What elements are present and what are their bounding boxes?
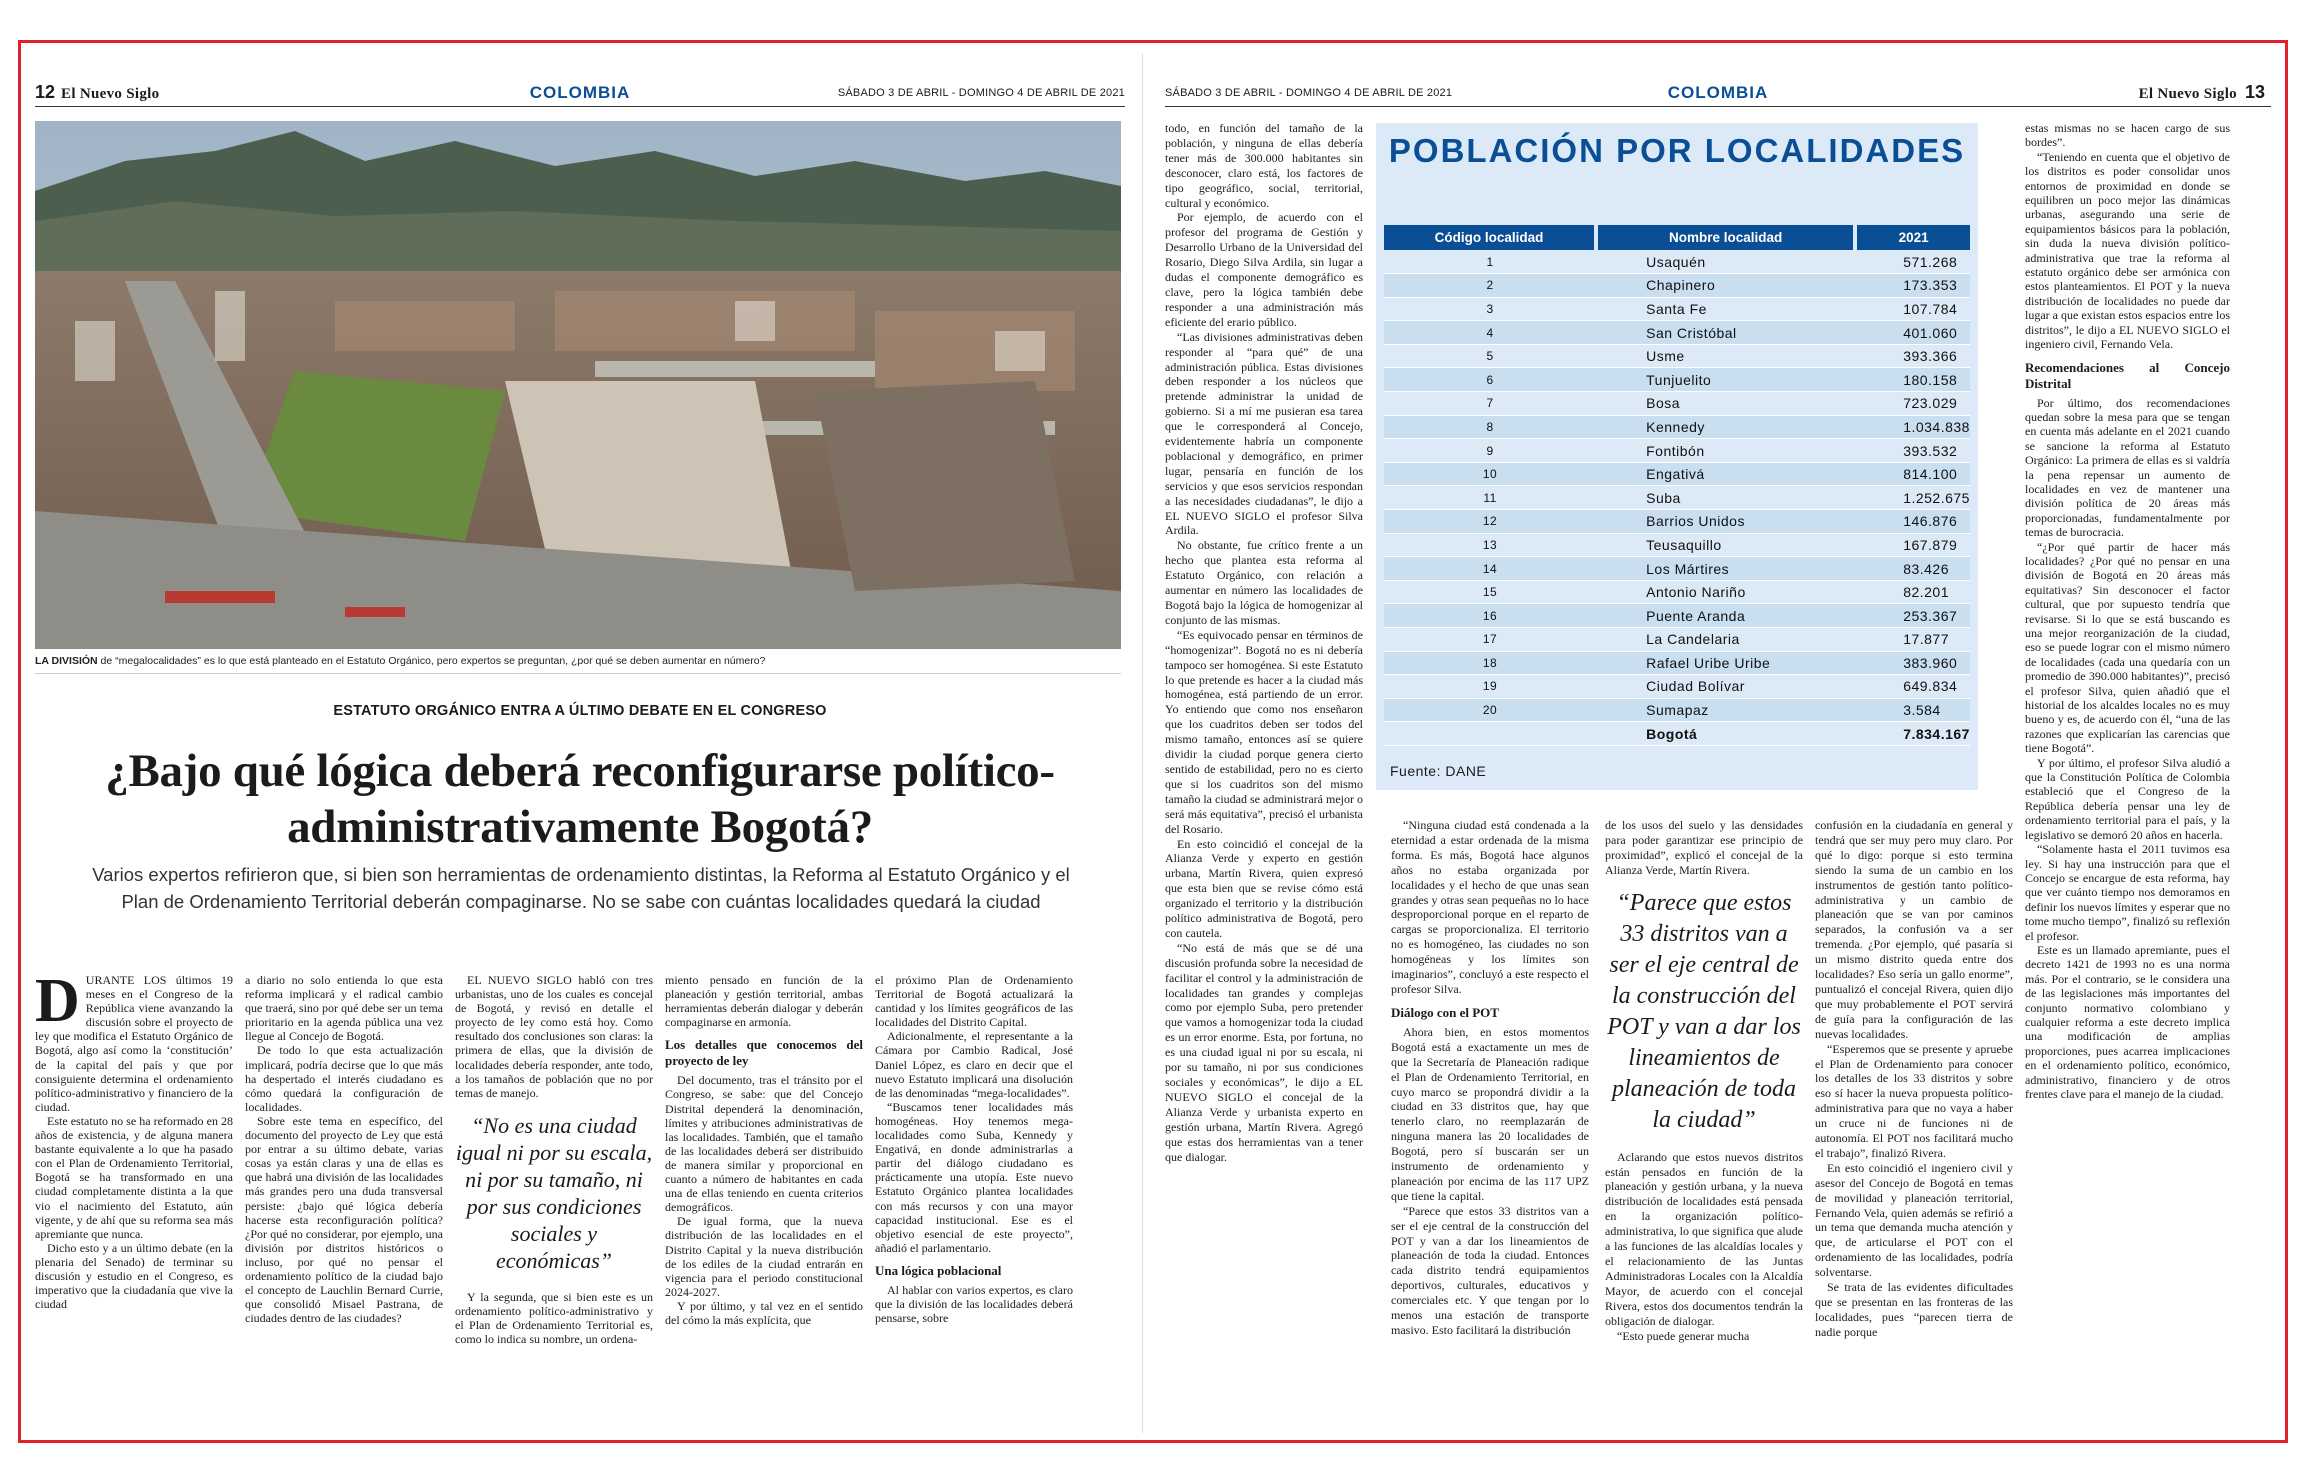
- table-row: [1384, 462, 1970, 486]
- table-row: [1384, 675, 1970, 699]
- cell-name: Bosa: [1596, 392, 1855, 416]
- paragraph: estas mismas no se hacen cargo de sus bordes”.: [2025, 121, 2230, 150]
- cell-name: Bogotá: [1596, 722, 1855, 746]
- cell-name: San Cristóbal: [1596, 321, 1855, 345]
- table-row: [1384, 344, 1970, 368]
- table-source: Fuente: DANE: [1390, 763, 1487, 779]
- cell-name: Suba: [1596, 486, 1855, 510]
- cell-name: Barrios Unidos: [1596, 510, 1855, 534]
- subheading: Una lógica poblacional: [875, 1262, 1002, 1278]
- cell-population: 401.060: [1855, 321, 1970, 345]
- cell-code: 5: [1384, 344, 1596, 368]
- cell-name: Tunjuelito: [1596, 368, 1855, 392]
- cell-name: Chapinero: [1596, 274, 1855, 298]
- article-column-2: [245, 973, 443, 1325]
- paragraph: Este es un llamado apremiante, pues el decreto 1421 de 1993 no es una norma más. Por el contrario, se le considera una de las legislaciones más importantes del conjunto normativo colombiano y cualquier reforma a este decreto implica una modificación de amplias proporciones, pues acarrea implicaciones en el ordenamiento político, económico, administrativo, financiero y de otros frentes clave para el manejo de la ciudad.: [2025, 942, 2230, 1101]
- paragraph: Sobre este tema en específico, del documento del proyecto de Ley que está por entrar a su último debate, varias cosas ya están claras y una de ellas es que habrá una división de las localidades más grandes pero una duda transversal persiste: ¿bajo qué lógica debería hacerse esta reconfiguración política? ¿Por qué no considerar, por ejemplo, una división por distritos históricos o incluso, por qué no pensar el ordenamiento político de la ciudad bajo el concepto de Lauchlin Bernard Currie, que consolidó Misael Pastrana, de ciudades dentro de las ciudades?: [245, 1113, 443, 1326]
- cell-code: [1384, 722, 1596, 746]
- paragraph: todo, en función del tamaño de la población, y ninguna de ellas debería tener más de 300.000 habitantes sin desconocer, claro está, los factores de tipo geográfico, social, territorial, cultural y económico.: [1165, 121, 1363, 210]
- page-frame: [18, 40, 2288, 1443]
- cell-code: 18: [1384, 651, 1596, 675]
- section-label: COLOMBIA: [1667, 82, 1769, 102]
- paragraph: de los usos del suelo y las densidades para poder garantizar ese principio de proximidad”, explicó el concejal de la Alianza Verde, Martín Rivera.: [1605, 818, 1803, 877]
- table-row: [1384, 297, 1970, 321]
- cell-population: 1.252.675: [1855, 486, 1970, 510]
- cell-name: Sumapaz: [1596, 698, 1855, 722]
- cell-population: 393.366: [1855, 344, 1970, 368]
- paragraph: Del documento, tras el tránsito por el Congreso, se sabe: que del Concejo Distrital dependerá la denominación, límites y atribuciones administrativas de las localidades. También, que el tamaño de las localidades deberá ser distribuido de manera similar y proporcional en cuanto a número de habitantes en cada una de ellas teniendo en cuenta criterios demográficos.: [665, 1073, 863, 1215]
- table-row: [1384, 415, 1970, 439]
- cell-population: 167.879: [1855, 533, 1970, 557]
- cell-population: 107.784: [1855, 297, 1970, 321]
- cell-population: 723.029: [1855, 392, 1970, 416]
- table-row: [1384, 250, 1970, 274]
- article-column-2: [1391, 818, 1589, 1338]
- cell-code: 4: [1384, 321, 1596, 345]
- cell-name: Antonio Nariño: [1596, 580, 1855, 604]
- table-row: [1384, 368, 1970, 392]
- cell-code: 7: [1384, 392, 1596, 416]
- paragraph: a diario no solo entienda lo que esta reforma implicará y el radical cambio que traerá, sino por qué debe ser un tema prioritario en la agenda pública una vez llegue al Concejo de Bogotá.: [245, 973, 443, 1044]
- right-page: [1151, 43, 2285, 1440]
- table-total-row: [1384, 722, 1970, 746]
- cell-code: 11: [1384, 486, 1596, 510]
- table-row: [1384, 392, 1970, 416]
- cell-name: Puente Aranda: [1596, 604, 1855, 628]
- paragraph: Al hablar con varios expertos, es claro que la división de las localidades deberá pensarse, sobre: [875, 1282, 1073, 1326]
- article-kicker: ESTATUTO ORGÁNICO ENTRA A ÚLTIMO DEBATE EN EL CONGRESO: [333, 703, 827, 719]
- paragraph: EL NUEVO SIGLO habló con tres urbanistas, uno de los cuales es concejal de Bogotá, y revisó en detalle el proyecto de ley como está hoy. Como resultado dos conclusiones son claras: la primera de ellas, que la división de localidades debería responder, ante todo, a los tamaños de población que no por temas de manejo.: [455, 973, 653, 1100]
- paragraph: En esto coincidió el ingeniero civil y asesor del Concejo de Bogotá en temas de movilidad y planeación territorial, Fernando Vela, quien además se refirió a un tema que demanda mucha atención y que, de articularse el POT con el ordenamiento de las localidades, podría solventarse.: [1815, 1160, 2013, 1280]
- cell-population: 180.158: [1855, 368, 1970, 392]
- cell-code: 6: [1384, 368, 1596, 392]
- photo-caption: [35, 655, 1121, 674]
- paragraph: De todo lo que esta actualización implicará, podría decirse que lo que más ha despertado el interés ciudadano es cómo quedará la configuración de localidades.: [245, 1043, 443, 1114]
- table-title: POBLACIÓN POR LOCALIDADES: [1388, 132, 1966, 169]
- table-row: [1384, 274, 1970, 298]
- left-page: [21, 43, 1139, 1440]
- table-row: [1384, 510, 1970, 534]
- article-column-4: [1815, 818, 2013, 1340]
- cell-name: Ciudad Bolívar: [1596, 675, 1855, 699]
- paragraph: “Solamente hasta el 2011 tuvimos esa ley. Si hay una instrucción para que el Concejo se encargue de esta reforma, hay que ver cuánto tiempo nos demoramos en definir los nuevos límites y esperar que no tome mucho tiempo”, finalizó su reflexión el profesor.: [2025, 842, 2230, 943]
- paragraph: Adicionalmente, el representante a la Cámara por Cambio Radical, José Daniel López, es claro en decir que el nuevo Estatuto implicará una disolución de las denominadas “mega-localidades”.: [875, 1029, 1073, 1100]
- cell-name: Usaquén: [1596, 250, 1855, 274]
- cell-name: La Candelaria: [1596, 628, 1855, 652]
- table-row: [1384, 321, 1970, 345]
- paragraph: De igual forma, que la nueva distribución de las localidades en el Distrito Capital y la nueva distribución de los ediles de la ciudad entrarán en vigencia para el periodo constitucional 2024-2027.: [665, 1214, 863, 1299]
- cell-code: 8: [1384, 415, 1596, 439]
- cell-name: Engativá: [1596, 462, 1855, 486]
- subheading: Los detalles que conocemos del proyecto de ley: [665, 1037, 863, 1069]
- cell-population: 173.353: [1855, 274, 1970, 298]
- article-column-5: [875, 973, 1073, 1325]
- cell-code: 14: [1384, 557, 1596, 581]
- article-column-1: [35, 967, 233, 1312]
- paragraph: Este estatuto no se ha reformado en 28 años de existencia, y de alguna manera bastante equivalente a lo que ha pasado con el Plan de Ordenamiento Territorial, Bogotá se ha transformado en una ciudad completamente distinta a la que vio el nacimiento del Estatuto, aún vigente, y de ahí que su reforma sea más apremiante que nunca.: [35, 1113, 233, 1241]
- article-column-3: [1605, 818, 1803, 1343]
- subheading: Diálogo con el POT: [1391, 1004, 1499, 1020]
- drop-cap: D: [35, 967, 80, 1035]
- paragraph: Y por último, el profesor Silva aludió a que la Constitución Política de Colombia estableció que el Congreso de la República debería pensar una ley de ordenamiento territorial para el país, y la legislativo se demoró 20 años en hacerla.: [2025, 755, 2230, 842]
- paragraph: Y la segunda, que si bien este es un ordenamiento político-administrativo y el Plan de Ordenamiento Territorial es, como lo indica su nombre, un ordena-: [455, 1289, 653, 1347]
- table-row: [1384, 439, 1970, 463]
- table-row: [1384, 557, 1970, 581]
- table-row: [1384, 698, 1970, 722]
- cell-population: 146.876: [1855, 510, 1970, 534]
- cell-code: 1: [1384, 250, 1596, 274]
- paragraph: “No está de más que se dé una discusión profunda sobre la necesidad de facilitar el control y la administración de localidades tan grandes y complejas como por ejemplo Suba, pero pretender que vamos a homogenizar toda la ciudad es un error enorme. Esta, por fortuna, no es una ciudad igual ni por su escala, ni por su tamaño, ni por sus condiciones sociales y económicas”, le dijo a EL NUEVO SIGLO el concejal de la Alianza Verde y urbanista experto en gestión urbana, Martín Rivera. Agregó que estas dos herramientas van a tener que dialogar.: [1165, 940, 1363, 1164]
- paragraph: “Teniendo en cuenta que el objetivo de los distritos es poder consolidar unos entornos de proximidad en donde se equilibren un poco mejor las dinámicas urbanas, asegurando una serie de equipamientos básicos para la población, sin duda la nueva división político-administrativa que trae la reforma al estatuto orgánico debe ser armónica con estos planteamientos. El POT y la nueva distribución de localidades no puede dar lugar a que existan estos espacios entre los distritos”, le dijo a EL NUEVO SIGLO el ingeniero civil, Fernando Vela.: [2025, 149, 2230, 352]
- cell-population: 3.584: [1855, 698, 1970, 722]
- paragraph: Por último, dos recomendaciones quedan sobre la mesa para que se tengan en cuenta más adelante en el 2021 cuando se sancione la reforma al Estatuto Orgánico: La primera de ellas es si valdría la pena repensar un aumento de localidades en vez de mantener una división política de 20 áreas más proporcionadas, fundamentalmente por temas de burocracia.: [2025, 395, 2230, 540]
- table-row: [1384, 604, 1970, 628]
- paragraph: “Esperemos que se presente y apruebe el Plan de Ordenamiento para conocer los detalles de los 33 distritos y sobre eso sí hacer la nueva propuesta político-administrativa para que no vaya a haber un cruce ni de funciones ni de autonomía. El POT nos facilitará mucho el trabajo”, finalizó Rivera.: [1815, 1041, 2013, 1160]
- aerial-city-photo: [35, 121, 1121, 649]
- paragraph: En esto coincidió el concejal de la Alianza Verde y experto en gestión urbana, Martín Rivera, quien expresó que esta bien que se revise cómo está organizado el territorio y la distribución político administrativa de Bogotá, pero con cautela.: [1165, 836, 1363, 940]
- table-row: [1384, 486, 1970, 510]
- table-header-row: [1384, 225, 1970, 250]
- paragraph: Aclarando que estos nuevos distritos están pensados en función de la planeación y gestión urbana, y la nueva distribución de localidades está pensada en la organización político-administrativa, lo que significa que alude a las funciones de las alcaldías locales y el relacionamiento de las Juntas Administradoras Locales con la Alcaldía Mayor, de acuerdo con el concejal Rivera, estos dos documentos tendrán la obligación de dialogar.: [1605, 1149, 1803, 1328]
- table-row: [1384, 580, 1970, 604]
- cell-population: 383.960: [1855, 651, 1970, 675]
- paragraph: “Las divisiones administrativas deben responder al “para qué” de una administración pública. Estas divisiones deben responder a los núcleos que pretende administrar la unidad de gobierno. Si a mí me pusieran esa tarea que le corresponderá al Concejo, evidentemente habría un componente poblacional y demográfico, en primer lugar, pensaría en función de los servicios y que esos servicios respondan a las necesidades ciudadanas”, le dijo a EL NUEVO SIGLO el profesor Silva Ardila.: [1165, 329, 1363, 538]
- cell-code: 3: [1384, 297, 1596, 321]
- table-row: [1384, 651, 1970, 675]
- cell-code: 20: [1384, 698, 1596, 722]
- masthead-brand: El Nuevo Siglo: [2138, 86, 2237, 102]
- cell-name: Fontibón: [1596, 439, 1855, 463]
- cell-population: 571.268: [1855, 250, 1970, 274]
- article-headline: ¿Bajo qué lógica deberá reconfigurarse político-administrativamente Bogotá?: [105, 745, 1055, 853]
- page-gutter: [1142, 53, 1143, 1433]
- cell-population: 7.834.167: [1855, 722, 1970, 746]
- paragraph: “Buscamos tener localidades más homogéneas. Hoy tenemos mega-localidades como Suba, Kennedy y Engativá, en donde administrarlas a partir del diálogo ciudadano es prácticamente una utopía. Este nuevo Estatuto Orgánico plantea localidades con más recursos y con una mayor capacidad institucional. Ese es el objetivo esencial de este proyecto”, añadió el parlamentario.: [875, 1099, 1073, 1255]
- paragraph: Dicho esto y a un último debate (en la plenaria del Senado) de terminar su discusión y estudio en el Congreso, es imperativo que la ciudadanía que vive la ciudad: [35, 1240, 233, 1312]
- population-table-box: [1376, 43, 1978, 803]
- cell-population: 393.532: [1855, 439, 1970, 463]
- page-number: 13: [2244, 82, 2265, 102]
- paragraph: confusión en la ciudadanía en general y tendrá que ser muy pero muy claro. Por qué lo digo: porque si esto termina siendo la suma de un cambio en los instrumentos de gestión tanto político-administrativa y un cambio de planeación que se van por caminos separados, la confusión va a ser tremenda. ¿Por ejemplo, qué pasaría si un mismo distrito queda entre dos localidades? Eso sería un gallo enorme”, puntualizó el concejal Rivera, quien dijo que muy probablemente el POT servirá de guía para la configuración de las nuevas localidades.: [1815, 818, 2013, 1041]
- article-column-4: [665, 973, 863, 1327]
- paragraph: el próximo Plan de Ordenamiento Territorial de Bogotá actualizará la cantidad y los límites geográficos de las localidades del Distrito Capital.: [875, 973, 1073, 1030]
- paragraph: Se trata de las evidentes dificultades que se presentan en las fronteras de las localidades, pues “parecen tierra de nadie porque: [1815, 1280, 2013, 1339]
- cell-name: Kennedy: [1596, 415, 1855, 439]
- cell-name: Rafael Uribe Uribe: [1596, 651, 1855, 675]
- article-column-3: [455, 973, 653, 1346]
- cell-population: 814.100: [1855, 462, 1970, 486]
- population-table: [1384, 225, 1970, 746]
- paragraph: Ahora bien, en estos momentos Bogotá está a exactamente un mes de que la Secretaría de Planeación radique el Plan de Ordenamiento Territorial, en cuyo marco se propondrá dividir a la ciudad en 33 distritos que, hay que tenerlo claro, no reemplazarán de ninguna manera las 20 localidades de Bogotá, pero sí buscarán ser un instrumento de ordenamiento y planeación por encima de las 117 UPZ que tiene la capital.: [1391, 1024, 1589, 1203]
- cell-name: Teusaquillo: [1596, 533, 1855, 557]
- cell-code: 2: [1384, 274, 1596, 298]
- paragraph: No obstante, fue crítico frente a un hecho que plantea esta reforma al Estatuto Orgánico, con relación a aumentar en número las localidades de Bogotá bajo la lógica de homogenizar al conjunto de las mismas.: [1165, 538, 1363, 627]
- paragraph: Y por último, y tal vez en el sentido del cómo la más explícita, que: [665, 1298, 863, 1327]
- cell-name: Usme: [1596, 344, 1855, 368]
- paragraph: “Parece que estos 33 distritos van a ser el eje central de la construcción del POT y van a dar los lineamientos de planeación de toda la ciudad. Entonces cada distrito tendrá equipamientos deportivos, culturales, educativos y comerciales etc. Y que tengan por lo menos una estación de transporte masivo. Esto facilitará la distribución: [1391, 1203, 1589, 1337]
- paragraph: miento pensado en función de la planeación y gestión territorial, ambas herramientas deberán dialogar y deberán compaginarse en armonía.: [665, 973, 863, 1030]
- left-page-header: [35, 79, 1125, 107]
- cell-code: 9: [1384, 439, 1596, 463]
- paragraph: URANTE LOS últimos 19 meses en el Congreso de la República viene avanzando la discusión sobre el proyecto de ley que modifica el Estatuto Orgánico de Bogotá, algo así como la ‘constitución’ de la capital del país y que por consiguiente determina el ordenamiento político-administrativo y financiero de la ciudad.: [35, 973, 233, 1114]
- cell-code: 15: [1384, 580, 1596, 604]
- cell-population: 83.426: [1855, 557, 1970, 581]
- section-label: COLOMBIA: [529, 82, 631, 102]
- cell-population: 17.877: [1855, 628, 1970, 652]
- article-column-1: [1165, 121, 1363, 1164]
- paragraph: “Es equivocado pensar en términos de “homogenizar”. Bogotá no es ni debería tampoco ser homogénea. Si este Estatuto lo que pretende es hacer a la ciudad más homogénea, está partiendo de un error. Yo entiendo que como nos enseñaron que los cuadritos deben ser todos del mismo tamaño, entonces así se quiere dividir la ciudad porque genera cierto sentido de estabilidad, pero no es cierto que si los cuadritos son del mismo tamaño la ciudad se administrará mejor o será más equitativa”, precisó el urbanista del Rosario.: [1165, 627, 1363, 836]
- paragraph: “Esto puede generar mucha: [1617, 1328, 1750, 1343]
- article-deck: Varios expertos refirieron que, si bien son herramientas de ordenamiento distintas, la Reforma al Estatuto Orgánico y el Plan de Ordenamiento Territorial deberán compaginarse. No se sabe con cuántas localidades quedará la ciudad: [92, 864, 1070, 912]
- paragraph: “¿Por qué partir de hacer más localidades? ¿Por qué no pensar en una división de Bogotá en 20 áreas más equitativas? Sin desconocer el factor cultural, que por supuesto tendría que revisarse. Si lo que se está buscando es una mejor reorganización de la ciudad, eso se puede lograr con el mismo número de localidades (cada una quedaría con un promedio de 390.000 habitantes)”, precisó el profesor Silva, quien añadió que el historial de los alcaldes locales no es muy bueno y es, de acuerdo con él, “una de las razones que explicarían las carencias que tiene Bogotá”.: [2025, 539, 2230, 756]
- paragraph: “Ninguna ciudad está condenada a la eternidad a estar ordenada de la misma forma. Es más, Bogotá hace algunos años no estaba organizada por localidades y el hecho de que unas sean grandes y otras sean pequeñas no lo hace desproporcional porque en el reparto de cargas se proporcionaliza. El territorio no es homogéneo, las ciudades no son homogéneas y los límites son imaginarios”, concluyó a este respecto el profesor Silva.: [1391, 818, 1589, 996]
- cell-population: 649.834: [1855, 675, 1970, 699]
- table-background: [1376, 123, 1978, 790]
- issue-date: SÁBADO 3 DE ABRIL - DOMINGO 4 DE ABRIL DE 2021: [1165, 86, 1453, 99]
- cell-population: 82.201: [1855, 580, 1970, 604]
- cell-code: 10: [1384, 462, 1596, 486]
- header-code: Código localidad: [1384, 225, 1596, 250]
- masthead-brand: El Nuevo Siglo: [61, 86, 160, 102]
- cell-code: 12: [1384, 510, 1596, 534]
- cell-code: 13: [1384, 533, 1596, 557]
- cell-name: Los Mártires: [1596, 557, 1855, 581]
- subheading: Recomendaciones al Concejo Distrital: [2025, 359, 2230, 391]
- issue-date: SÁBADO 3 DE ABRIL - DOMINGO 4 DE ABRIL DE 2021: [837, 86, 1125, 99]
- article-column-5: [2025, 121, 2230, 1101]
- cell-population: 1.034.838: [1855, 415, 1970, 439]
- cell-code: 17: [1384, 628, 1596, 652]
- header-year: 2021: [1855, 225, 1970, 250]
- cell-population: 253.367: [1855, 604, 1970, 628]
- table-row: [1384, 533, 1970, 557]
- caption-lead: LA DIVISIÓN: [35, 655, 98, 667]
- caption-text: de “megalocalidades” es lo que está planteado en el Estatuto Orgánico, pero expertos se preguntan, ¿por qué se deben aumentar en número?: [97, 655, 766, 667]
- page-number: 12: [35, 82, 56, 102]
- pull-quote: “Parece que estos 33 distritos van a ser el eje central de la construcción del POT y van a dar los lineamientos de planeación de toda la ciudad”: [1607, 889, 1801, 1133]
- paragraph: Por ejemplo, de acuerdo con el profesor del programa de Gestión y Desarrollo Urbano de la Universidad del Rosario, Diego Silva Ardila, sin lugar a dudas el componente demográfico es clave, pero la lógica también debe responder a una administración más eficiente del erario público.: [1165, 210, 1363, 329]
- cell-name: Santa Fe: [1596, 297, 1855, 321]
- table-row: [1384, 628, 1970, 652]
- pull-quote: “No es una ciudad igual ni por su escala, ni por su tamaño, ni por sus condiciones sociales y económicas”: [455, 1112, 653, 1273]
- cell-code: 19: [1384, 675, 1596, 699]
- header-name: Nombre localidad: [1596, 225, 1855, 250]
- cell-code: 16: [1384, 604, 1596, 628]
